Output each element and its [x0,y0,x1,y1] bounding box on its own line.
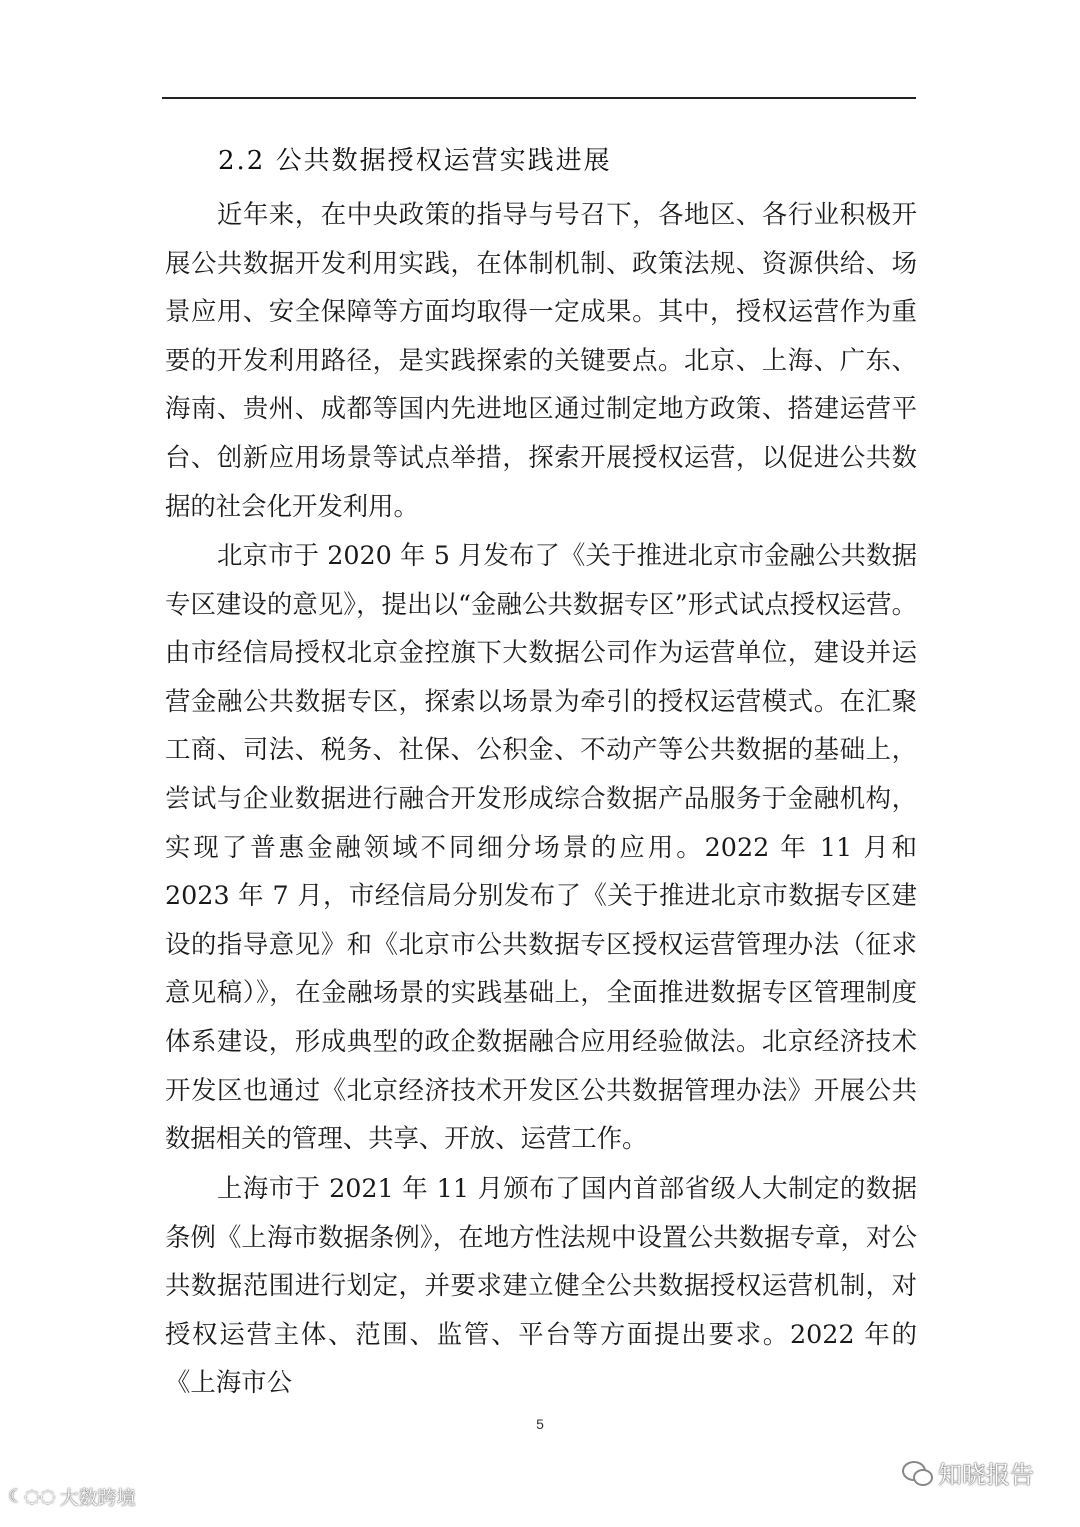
paragraph-1: 近年来，在中央政策的指导与号召下，各地区、各行业积极开展公共数据开发利用实践，在体制机制、政策法规、资源供给、场景应用、安全保障等方面均取得一定成果。其中，授权运营作为重要的开发利用路径，是实践探索的关键要点。北京、上海、广东、海南、贵州、成都等国内先进地区通过制定地方政策、搭建运营平台、创新应用场景等试点举措，探索开展授权运营，以促进公共数据的社会化开发利用。 [165,199,917,521]
watermark-left [8,1483,136,1510]
brand-logo-icon: ☾◌◌ [8,1486,56,1507]
watermark-right-text: 知晓报告 [938,1461,1034,1489]
watermark-right [902,1455,1034,1490]
paragraph-3: 上海市于 2021 年 11 月颁布了国内首部省级人大制定的数据条例《上海市数据条例》，在地方性法规中设置公共数据专章，对公共数据范围进行划定，并要求建立健全公共数据授权运营机制，对授权运营主体、范围、监管、平台等方面提出要求。2022 年的《上海市公 [165,1173,917,1398]
watermark-left-text: 大数跨境 [59,1487,136,1509]
section-heading: 2.2 公共数据授权运营实践进展 [218,146,612,176]
paragraph-2: 北京市于 2020 年 5 月发布了《关于推进北京市金融公共数据专区建设的意见》，提出以“金融公共数据专区”形式试点授权运营。由市经信局授权北京金控旗下大数据公司作为运营单位，建设并运营金融公共数据专区，探索以场景为牵引的授权运营模式。在汇聚工商、司法、税务、社保、公积金、不动产等公共数据的基础上，尝试与企业数据进行融合开发形成综合数据产品服务于金融机构，实现了普惠金融领域不同细分场景的应用。2022 年 11 月和 2023 年 7 月，市经信局分别发布了《关于推进北京市数据专区建设的指导意见》和《北京市公共数据专区授权运营管理办法（征求意见稿）》，在金融场景的实践基础上，全面推进数据专区管理制度体系建设，形成典型的政企数据融合应用经验做法。北京经济技术开发区也通过《北京经济技术开发区公共数据管理办法》开展公共数据相关的管理、共享、开放、运营工作。 [165,540,917,1154]
header-rule [162,97,916,99]
page-number: 5 [536,1416,544,1432]
wechat-icon [902,1461,932,1485]
